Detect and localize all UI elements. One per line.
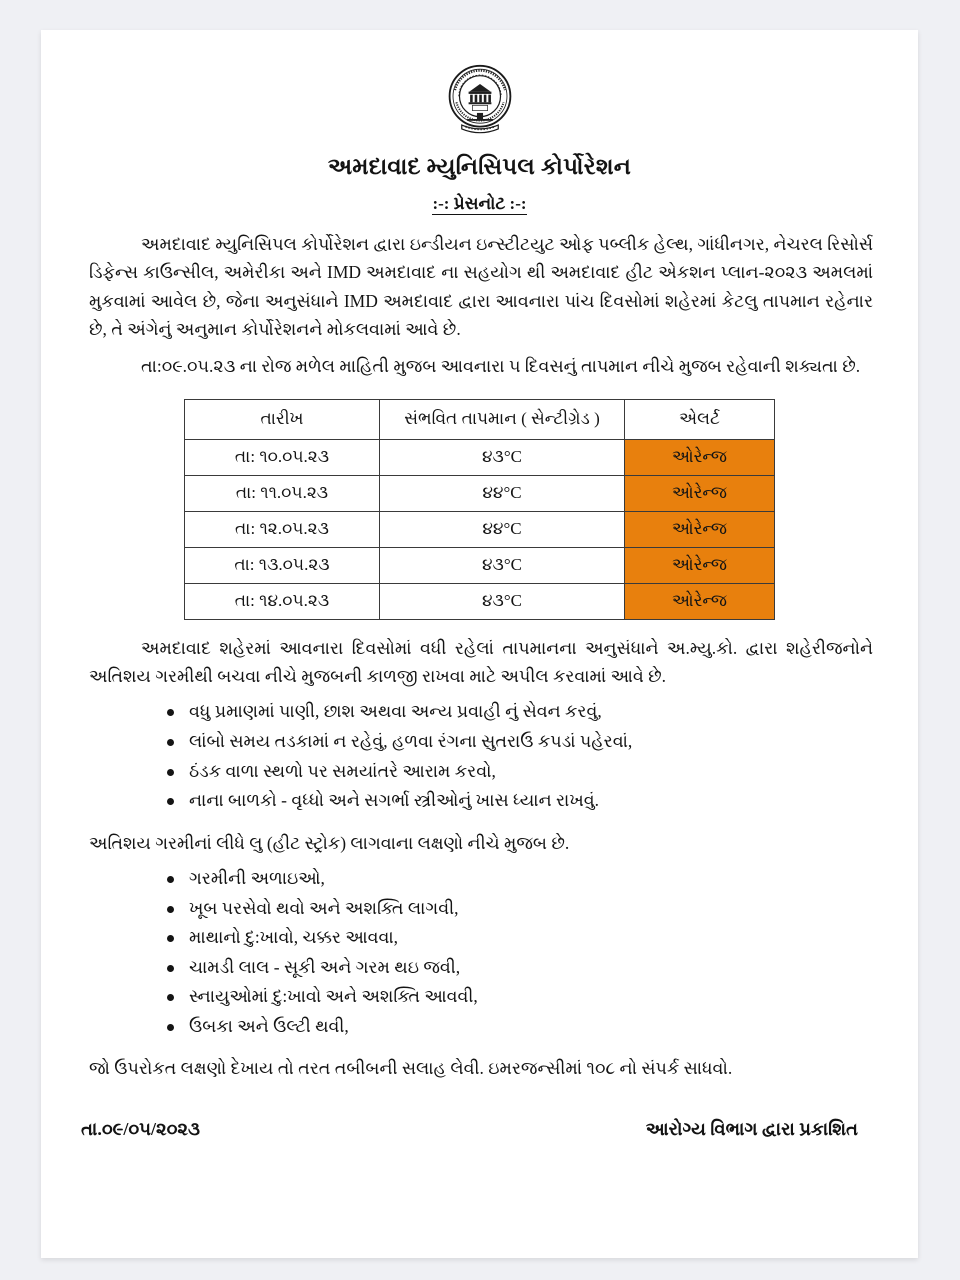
- footer-date: તા.૦૯/૦૫/૨૦૨૩: [81, 1118, 200, 1139]
- list-item: ઠંડક વાળા સ્થળો પર સમયાંતરે આરામ કરવો,: [167, 758, 873, 785]
- cell-alert: ઓરેન્જ: [625, 583, 775, 619]
- forecast-intro-paragraph: તા:૦૯.૦૫.૨૩ ના રોજ મળેલ માહિતી મુજબ આવનારા ૫ દિવસનું તાપમાન નીચે મુજબ રહેવાની શક્યતા છે.: [141, 356, 861, 377]
- precautions-list: [89, 698, 873, 813]
- table-row: [185, 547, 775, 583]
- cell-date: તા: ૧૩.૦૫.૨૩: [185, 547, 380, 583]
- cell-temperature: ૪૪°C: [380, 475, 625, 511]
- amc-seal-icon: [442, 58, 518, 142]
- column-header-alert: એલર્ટ: [625, 399, 775, 439]
- press-note-page: [41, 30, 918, 1258]
- list-item: ખૂબ પરસેવો થવો અને અશક્તિ લાગવી,: [167, 895, 873, 922]
- advisory-section: [41, 634, 918, 1083]
- document-subtitle-text: :-: પ્રેસનોટ :-:: [432, 194, 527, 213]
- list-item: ગરમીની અળાઇઓ,: [167, 865, 873, 892]
- document-footer: [41, 1119, 918, 1140]
- list-item: નાના બાળકો - વૃધ્ધો અને સગર્ભા સ્ત્રીઓનું ખાસ ધ્યાન રાખવું.: [167, 787, 873, 814]
- cell-temperature: ૪૩°C: [380, 547, 625, 583]
- cell-date: તા: ૧૦.૦૫.૨૩: [185, 439, 380, 475]
- cell-date: તા: ૧૨.૦૫.૨૩: [185, 511, 380, 547]
- table-row: [185, 475, 775, 511]
- list-item: વધુ પ્રમાણમાં પાણી, છાશ અથવા અન્ય પ્રવાહી નું સેવન કરવું,: [167, 698, 873, 725]
- forecast-table-container: [41, 399, 918, 620]
- closing-paragraph: જો ઉપરોકત લક્ષણો દેખાય તો તરત તબીબની સલાહ લેવી. ઇમરજન્સીમાં ૧૦૮ નો સંપર્ક સાધવો.: [89, 1058, 733, 1079]
- cell-temperature: ૪૩°C: [380, 439, 625, 475]
- cell-temperature: ૪૪°C: [380, 511, 625, 547]
- forecast-table: [184, 399, 775, 620]
- list-item: લાંબો સમય તડકામાં ન રહેવું, હળવા રંગના સુતરાઉ કપડાં પહેરવાં,: [167, 728, 873, 755]
- list-item: ઉબકા અને ઉલ્ટી થવી,: [167, 1013, 873, 1040]
- page-title: અમદાવાદ મ્યુનિસિપલ કોર્પોરેશન: [327, 154, 632, 179]
- column-header-date: તારીખ: [185, 399, 380, 439]
- column-header-temperature: સંભવિત તાપમાન ( સેન્ટીગ્રેડ ): [380, 399, 625, 439]
- cell-date: તા: ૧૧.૦૫.૨૩: [185, 475, 380, 511]
- list-item: ચામડી લાલ - સૂકી અને ગરમ થઇ જવી,: [167, 954, 873, 981]
- table-row: [185, 439, 775, 475]
- cell-alert: ઓરેન્જ: [625, 511, 775, 547]
- document-subtitle: [41, 194, 918, 214]
- table-header-row: [185, 399, 775, 439]
- list-item: સ્નાયુઓમાં દુ:ખાવો અને અશક્તિ આવવી,: [167, 983, 873, 1010]
- footer-issuer: આરોગ્ય વિભાગ દ્વારા પ્રકાશિત: [645, 1118, 858, 1139]
- symptoms-lead-text: અતિશય ગરમીનાં લીધે લુ (હીટ સ્ટ્રોક) લાગવાના લક્ષણો નીચે મુજબ છે.: [89, 832, 570, 853]
- table-row: [185, 511, 775, 547]
- document-body: [41, 230, 918, 381]
- table-row: [185, 583, 775, 619]
- emblem-container: [41, 30, 918, 142]
- list-item: માથાનો દુ:ખાવો, ચક્કર આવવા,: [167, 924, 873, 951]
- intro-paragraph: અમદાવાદ મ્યુનિસિપલ કોર્પોરેશન દ્વારા ઇન્ડીયન ઇન્સ્ટીટયુટ ઓફ પબ્લીક હેલ્થ, ગાંધીનગર, નેચરલ રિસોર્સ ડિફેન્સ કાઉન્સીલ, અમેરીકા અને IMD અમદાવાદ ના સહયોગ થી અમદાવાદ હીટ એકશન પ્લાન-૨૦૨૩ અમલમાં મુકવામાં આવેલ છે, જેના અનુસંધાને IMD અમદાવાદ દ્વારા આવનારા પાંચ દિવસોમાં શહેરમાં કેટલુ તાપમાન રહેનાર છે, તે અંગેનું અનુમાન કોર્પોરેશનને મોકલવામાં આવે છે.: [89, 234, 873, 340]
- symptoms-list: [89, 865, 873, 1040]
- cell-temperature: ૪૩°C: [380, 583, 625, 619]
- cell-alert: ઓરેન્જ: [625, 439, 775, 475]
- appeal-paragraph: અમદાવાદ શહેરમાં આવનારા દિવસોમાં વધી રહેલાં તાપમાનના અનુસંધાને અ.મ્યુ.કો. દ્વારા શહેરીજનોને અતિશય ગરમીથી બચવા નીચે મુજબની કાળજી રાખવા માટે અપીલ કરવામાં આવે છે.: [89, 637, 873, 687]
- cell-alert: ઓરેન્જ: [625, 547, 775, 583]
- cell-date: તા: ૧૪.૦૫.૨૩: [185, 583, 380, 619]
- cell-alert: ઓરેન્જ: [625, 475, 775, 511]
